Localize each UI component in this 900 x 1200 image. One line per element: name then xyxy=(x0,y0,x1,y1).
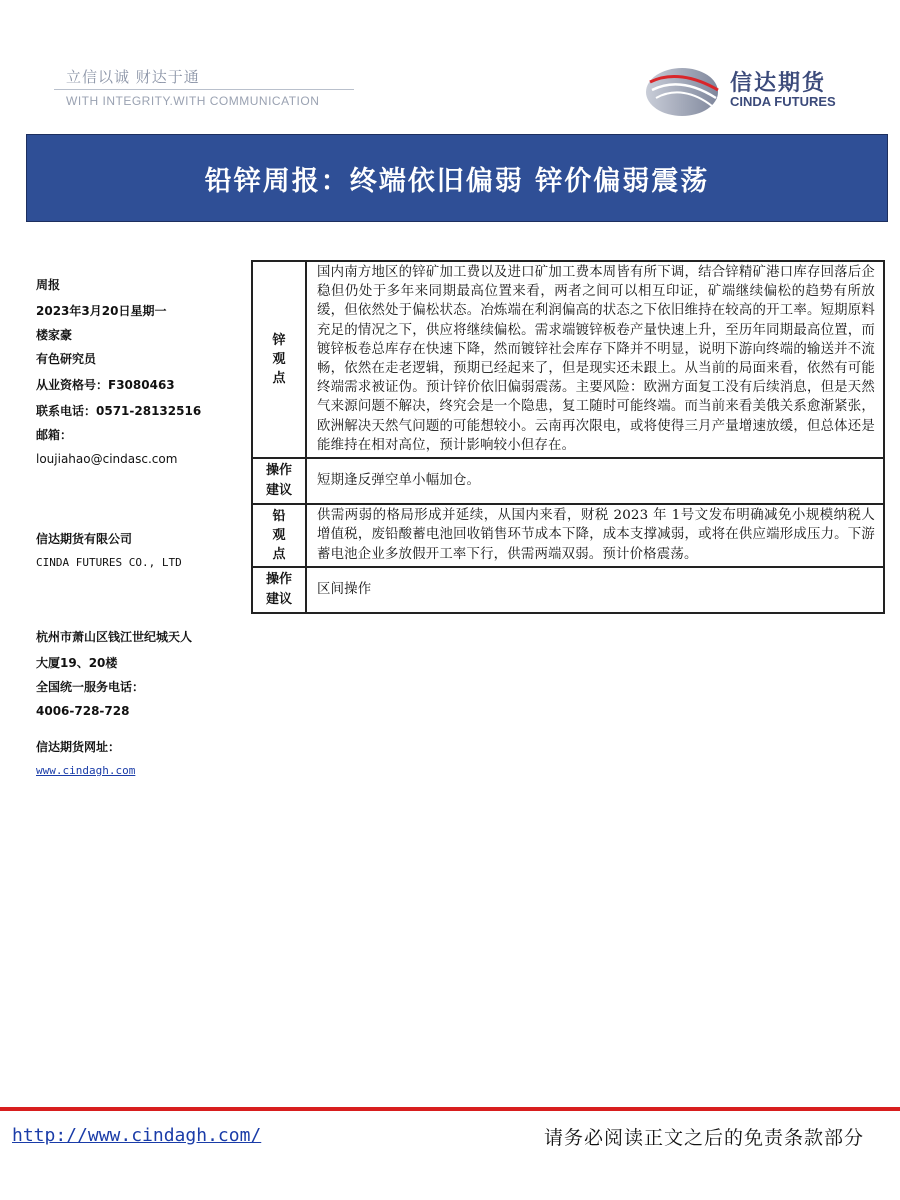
label-char: 点 xyxy=(272,371,286,387)
cinda-logo-mark-icon xyxy=(642,62,722,118)
lead-advice-row xyxy=(252,567,884,613)
zinc-view-row xyxy=(252,261,884,458)
header-divider xyxy=(54,89,354,90)
report-date: 2023年3月20日星期一 xyxy=(36,304,167,318)
views-table xyxy=(251,260,885,614)
email-address[interactable]: loujiahao@cindasc.com xyxy=(36,452,178,466)
hotline-label: 全国统一服务电话： xyxy=(36,680,145,694)
label-char: 观 xyxy=(272,352,286,368)
zinc-advice-label xyxy=(252,458,306,504)
lead-view-text: 供需两弱的格局形成并延续，从国内来看，财税 2023 年 1号文发布明确减免小规模纳税人增值税，废铅酸蓄电池回收销售环节成本下降，成本支撑减弱，或将在供应端形成压力。下游蓄电池企业多放假开工率下行，供需两端双弱。预计价格震荡。 xyxy=(306,504,884,567)
website-link[interactable]: www.cindagh.com xyxy=(36,764,136,777)
report-title: 铅锌周报：终端依旧偏弱 锌价偏弱震荡 xyxy=(204,165,710,197)
company-name-cn: 信达期货有限公司 xyxy=(36,532,133,546)
logo-text-cn: 信达期货 xyxy=(730,71,827,96)
hotline-number: 4006-728-728 xyxy=(36,704,130,718)
address-line-2: 大厦19、20楼 xyxy=(36,656,118,670)
footer-divider xyxy=(0,1107,900,1111)
logo-text-en: CINDA FUTURES xyxy=(730,94,836,109)
company-name-en: CINDA FUTURES CO., LTD xyxy=(36,556,182,569)
author-name: 楼家豪 xyxy=(36,328,73,342)
lead-advice-text: 区间操作 xyxy=(306,567,884,613)
header-slogan-en: WITH INTEGRITY.WITH COMMUNICATION xyxy=(66,94,320,108)
zinc-view-label xyxy=(252,261,306,458)
lead-advice-label xyxy=(252,567,306,613)
label-char: 观 xyxy=(272,528,286,544)
label-line: 操作 xyxy=(265,572,292,588)
zinc-view-text: 国内南方地区的锌矿加工费以及进口矿加工费本周皆有所下调，结合锌精矿港口库存回落后企稳但仍处于多年来同期最高位置来看，两者之间可以相互印证，矿端继续偏松的趋势有所放缓，但依然处于偏松状态。冶炼端在利润偏高的状态之下依旧维持在较高的开工率。短期原料充足的情况之下，供应将继续偏松。需求端镀锌板卷产量快速上升，至历年同期最高位置，而镀锌板卷总库存在快速下降，然而镀锌社会库存下降并不明显，说明下游向终端的输送并不流畅，依然在走老逻辑，预期已经起来了，但是现实还未跟上。从当前的局面来看，依然有可能终端需求被证伪。预计锌价依旧偏弱震荡。主要风险：欧洲方面复工没有后续消息，但是天然气来源问题不解决，终究会是一个隐患，复工随时可能终端。而当前来看美俄关系愈渐紧张，欧洲解决天然气问题的可能想较小。云南再次限电，或将使得三月产量增速放缓，但总体还是能维持在相对高位，预计影响较小但存在。 xyxy=(306,261,884,458)
email-label: 邮箱： xyxy=(36,428,73,442)
address-line-1: 杭州市萧山区钱江世纪城天人 xyxy=(36,630,193,644)
label-char: 点 xyxy=(272,547,286,563)
footer-website-link[interactable]: http://www.cindagh.com/ xyxy=(12,1125,262,1146)
zinc-advice-row xyxy=(252,458,884,504)
website-label: 信达期货网址： xyxy=(36,740,121,754)
report-type: 周报 xyxy=(36,278,61,292)
header-slogan-cn: 立信以诚 财达于通 xyxy=(66,68,200,86)
zinc-advice-text: 短期逢反弹空单小幅加仓。 xyxy=(306,458,884,504)
label-char: 锌 xyxy=(272,333,286,349)
label-line: 建议 xyxy=(265,592,292,608)
contact-phone: 联系电话：0571-28132516 xyxy=(36,404,202,418)
company-logo xyxy=(642,62,872,118)
label-line: 建议 xyxy=(265,483,292,499)
author-title: 有色研究员 xyxy=(36,352,97,366)
disclaimer-note: 请务必阅读正文之后的免责条款部分 xyxy=(543,1127,864,1149)
lead-view-label xyxy=(252,504,306,567)
label-line: 操作 xyxy=(265,463,292,479)
lead-view-row xyxy=(252,504,884,567)
title-banner xyxy=(26,134,888,222)
label-char: 铅 xyxy=(272,509,286,525)
license-number: 从业资格号：F3080463 xyxy=(36,378,175,392)
